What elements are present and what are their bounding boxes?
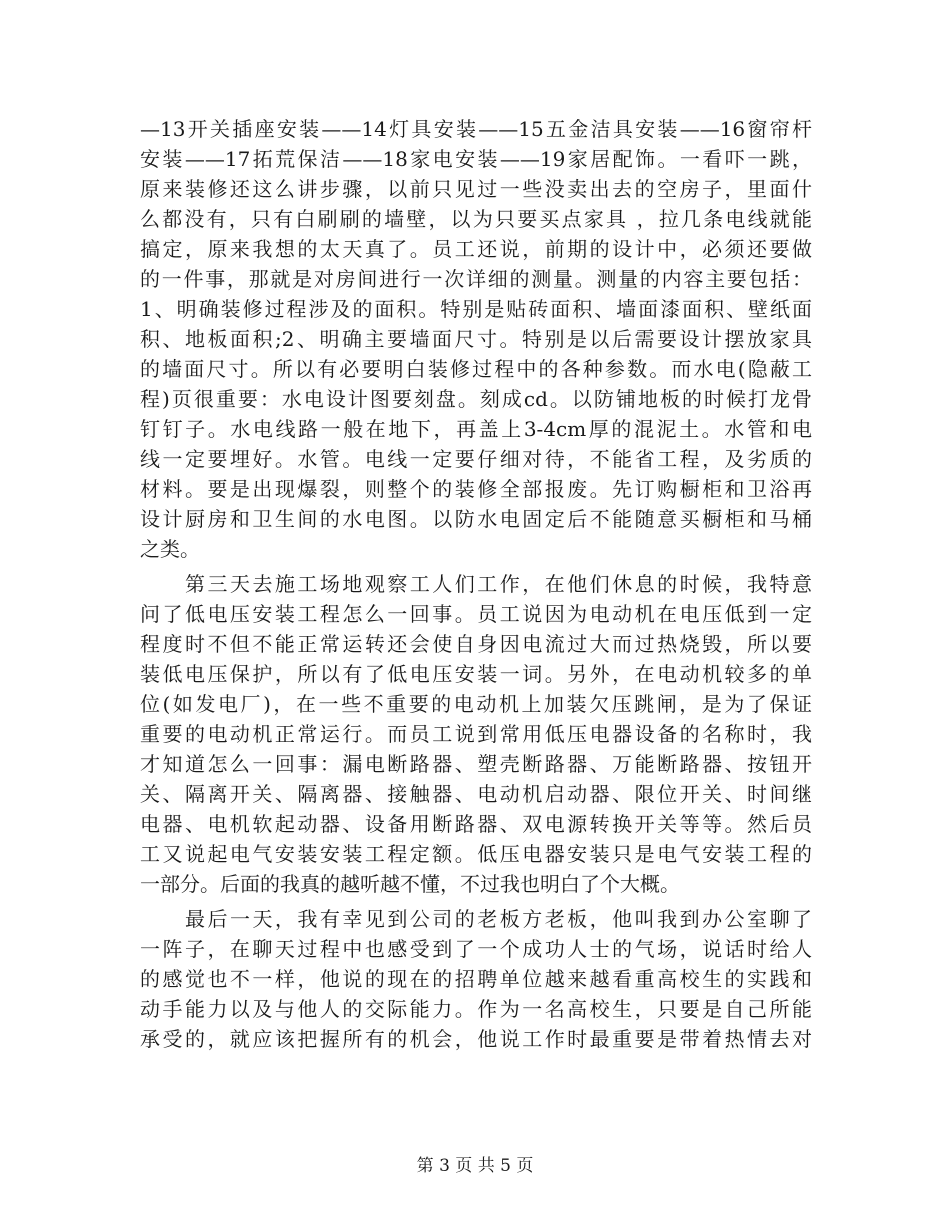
- body-text-line: 问了低电压安装工程怎么一回事。员工说因为电动机在电压低到一定: [140, 602, 812, 626]
- body-text-line: 的墙面尺寸。所以有必要明白装修过程中的各种参数。而水电(隐蔽工: [140, 357, 812, 381]
- body-text-line: 才知道怎么一回事：漏电断路器、塑壳断路器、万能断路器、按钮开: [140, 752, 812, 776]
- body-text-line: —13开关插座安装——14灯具安装——15五金洁具安装——16窗帘杆: [140, 117, 812, 141]
- paragraph-first-line: 第三天去施工场地观察工人们工作，在他们休息的时候，我特意: [185, 572, 812, 596]
- body-text-line: 程)页很重要：水电设计图要刻盘。刻成cd。以防铺地板的时候打龙骨: [140, 387, 812, 411]
- body-text-line: 设计厨房和卫生间的水电图。以防水电固定后不能随意买橱柜和马桶: [140, 507, 812, 531]
- body-text-line: 么都没有，只有白刷刷的墙壁，以为只要买点家具 ，拉几条电线就能: [140, 207, 812, 231]
- body-text-line: 钉钉子。水电线路一般在地下，再盖上3-4cm厚的混泥土。水管和电: [140, 417, 812, 441]
- body-text-line: 一阵子，在聊天过程中也感受到了一个成功人士的气场，说话时给人: [140, 937, 812, 961]
- body-text-line: 重要的电动机正常运行。而员工说到常用低压电器设备的名称时，我: [140, 722, 812, 746]
- body-text-line: 承受的，就应该把握所有的机会，他说工作时最重要是带着热情去对: [140, 1027, 812, 1051]
- paragraph-first-line: 最后一天，我有幸见到公司的老板方老板，他叫我到办公室聊了: [185, 907, 812, 931]
- page-number-footer: 第 3 页 共 5 页: [416, 1156, 534, 1176]
- body-text-line: 原来装修还这么讲步骤，以前只见过一些没卖出去的空房子，里面什: [140, 177, 812, 201]
- body-text-line: 工又说起电气安装安装工程定额。低压电器安装只是电气安装工程的: [140, 842, 812, 866]
- body-text-line: 关、隔离开关、隔离器、接触器、电动机启动器、限位开关、时间继: [140, 782, 812, 806]
- body-text-line: 线一定要埋好。水管。电线一定要仔细对待，不能省工程，及劣质的: [140, 447, 812, 471]
- body-text-line: 1、明确装修过程涉及的面积。特别是贴砖面积、墙面漆面积、壁纸面: [140, 297, 812, 321]
- body-text-line: 程度时不但不能正常运转还会使自身因电流过大而过热烧毁，所以要: [140, 632, 812, 656]
- body-text-line: 积、地板面积;2、明确主要墙面尺寸。特别是以后需要设计摆放家具: [140, 327, 812, 351]
- body-text-line: 动手能力以及与他人的交际能力。作为一名高校生，只要是自己所能: [140, 997, 812, 1021]
- body-text-line: 电器、电机软起动器、设备用断路器、双电源转换开关等等。然后员: [140, 812, 812, 836]
- body-text-line: 位(如发电厂)，在一些不重要的电动机上加装欠压跳闸，是为了保证: [140, 692, 812, 716]
- body-text-line: 材料。要是出现爆裂，则整个的装修全部报废。先订购橱柜和卫浴再: [140, 477, 812, 501]
- body-text-line: 搞定，原来我想的太天真了。员工还说，前期的设计中，必须还要做: [140, 237, 812, 261]
- body-text-line: 的一件事，那就是对房间进行一次详细的测量。测量的内容主要包括：: [140, 267, 812, 291]
- body-text-line: 之类。: [140, 537, 200, 561]
- body-text-line: 装低电压保护，所以有了低电压安装一词。另外，在电动机较多的单: [140, 662, 812, 686]
- body-text-line: 安装——17拓荒保洁——18家电安装——19家居配饰。一看吓一跳，: [140, 147, 812, 171]
- body-text-line: 一部分。后面的我真的越听越不懂，不过我也明白了个大概。: [140, 872, 680, 896]
- body-text-line: 的感觉也不一样，他说的现在的招聘单位越来越看重高校生的实践和: [140, 967, 812, 991]
